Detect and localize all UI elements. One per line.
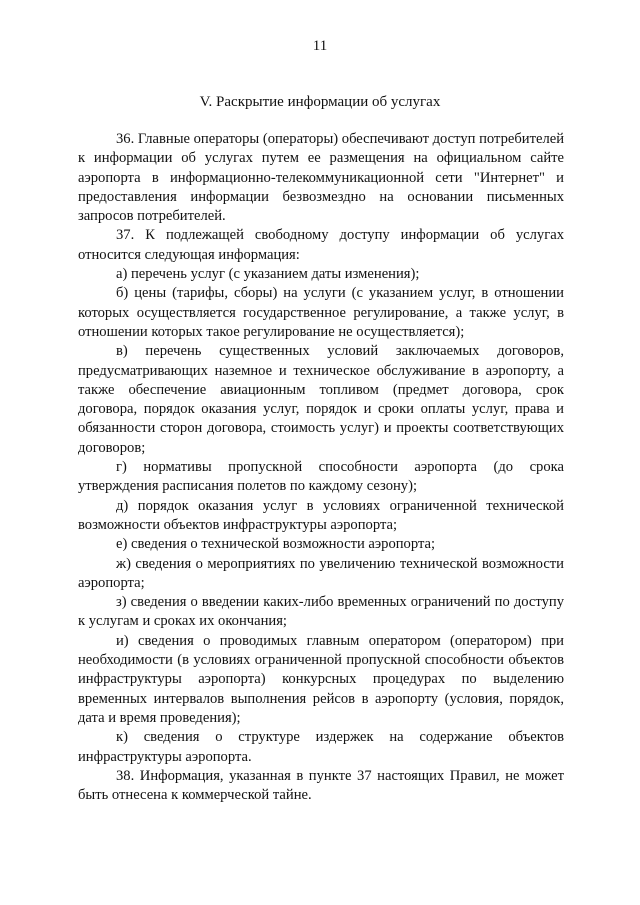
list-item-d: д) порядок оказания услуг в условиях ограниченной технической возможности объектов инфраструктуры аэропорта; xyxy=(78,497,564,533)
list-item-v: в) перечень существенных условий заключаемых договоров, предусматривающих наземное и техническое обслуживание в аэропорту, а также обеспечение авиационным топливом (предмет договора, срок договора, порядок оказания услуг, порядок и сроки оплаты услуг, права и обязанности сторон договора, стоимость услуг) и проекты соответствующих договоров; xyxy=(78,343,564,456)
document-body xyxy=(78,130,564,805)
list-item-b: б) цены (тарифы, сборы) на услуги (с указанием услуг, в отношении которых осуществляется государственное регулирование, а также услуг, в отношении которых такое регулирование не осуществляется); xyxy=(78,285,564,340)
list-item-z: з) сведения о введении каких-либо временных ограничений по доступу к услугам и сроках их окончания; xyxy=(78,594,564,630)
page-number: 11 xyxy=(312,38,328,54)
paragraph-36: 36. Главные операторы (операторы) обеспечивают доступ потребителей к информации об услугах путем ее размещения на официальном сайте аэропорта в информационно-телекоммуникационной сети "Интернет" и предоставления информации безвозмездно на основании письменных запросов потребителей. xyxy=(78,131,565,225)
list-item-zh: ж) сведения о мероприятиях по увеличению технической возможности аэропорта; xyxy=(78,555,564,591)
list-item-a: а) перечень услуг (с указанием даты изменения); xyxy=(116,266,420,283)
list-item-g: г) нормативы пропускной способности аэропорта (до срока утверждения расписания полетов по каждому сезону); xyxy=(78,459,564,495)
section-title: V. Раскрытие информации об услугах xyxy=(199,94,441,110)
list-item-k: к) сведения о структуре издержек на содержание объектов инфраструктуры аэропорта. xyxy=(78,729,564,765)
list-item-e: е) сведения о технической возможности аэропорта; xyxy=(116,536,436,553)
paragraph-37: 37. К подлежащей свободному доступу информации об услугах относится следующая информация: xyxy=(78,227,564,263)
list-item-i: и) сведения о проводимых главным оператором (оператором) при необходимости (в условиях ограниченной пропускной способности объектов инфраструктуры аэропорта) конкурсных процедурах по выделению временных интервалов выполнения рейсов в аэропорту (условия, порядок, дата и время проведения); xyxy=(78,632,564,726)
paragraph-38: 38. Информация, указанная в пункте 37 настоящих Правил, не может быть отнесена к коммерческой тайне. xyxy=(78,767,564,804)
